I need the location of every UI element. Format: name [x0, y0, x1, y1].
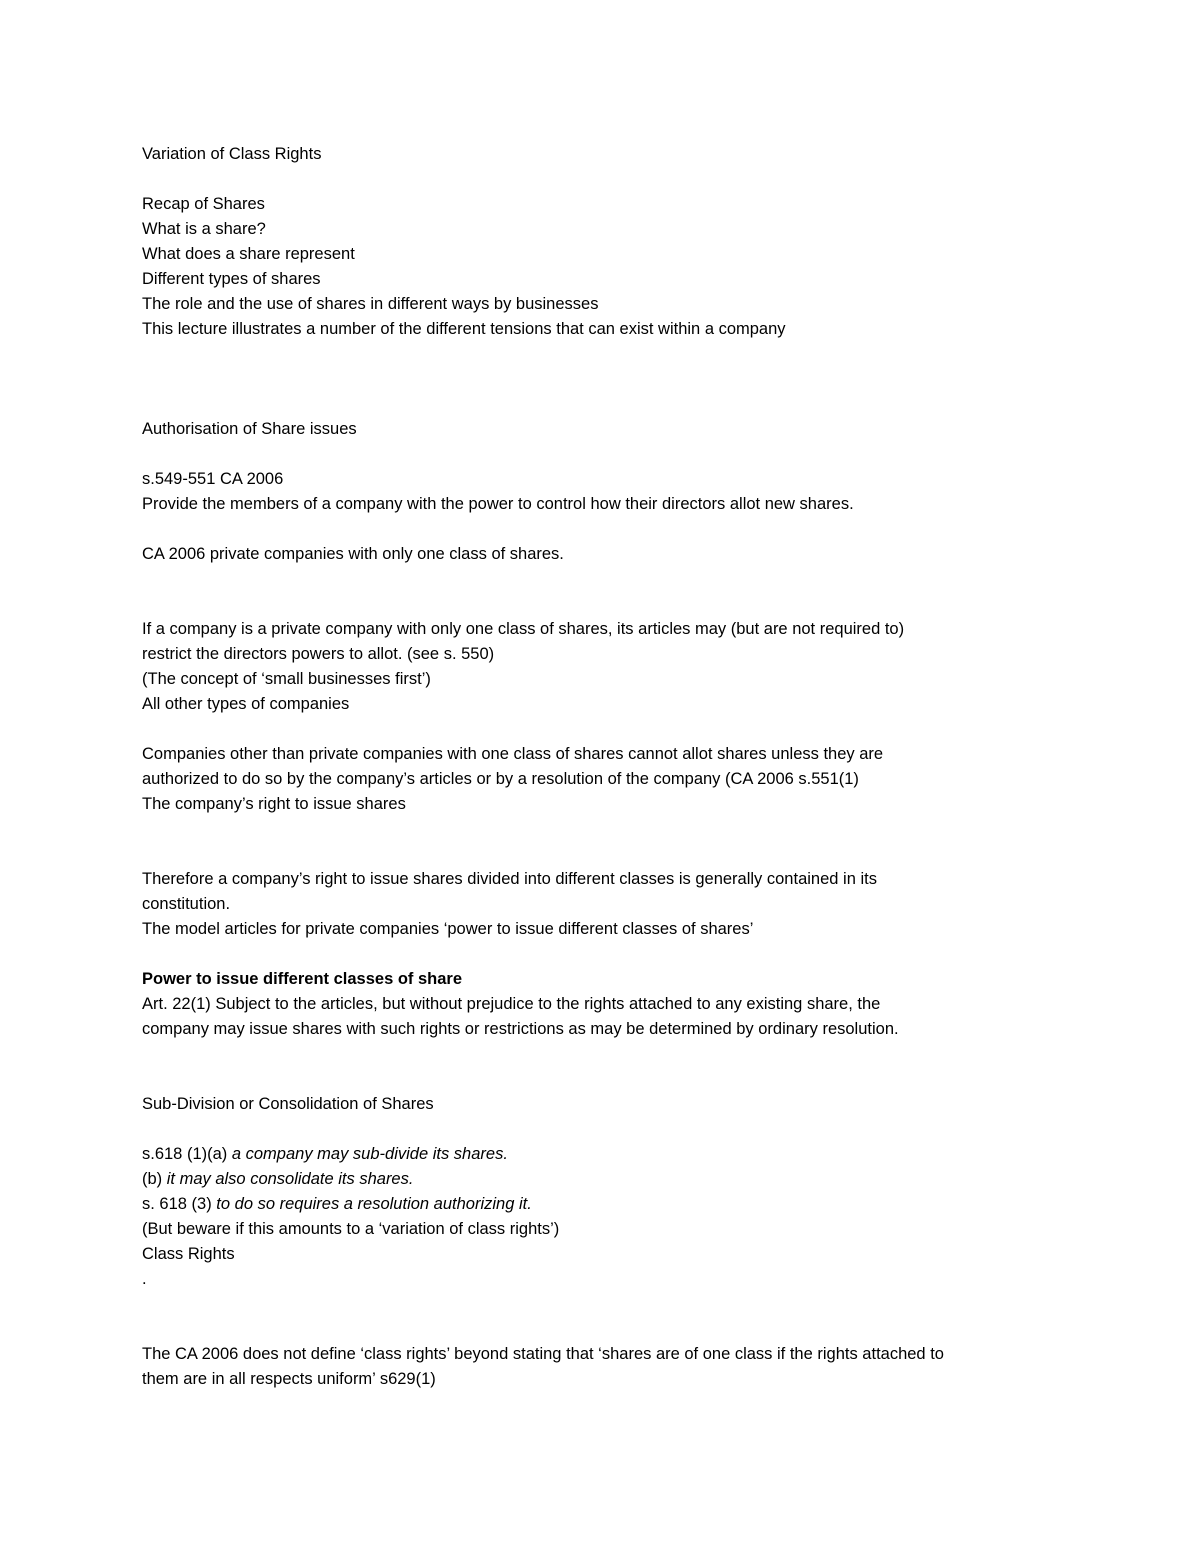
recap-item: What is a share?	[142, 220, 266, 238]
therefore-line-2: constitution.	[142, 895, 231, 913]
section-text: it may also consolidate its shares.	[166, 1170, 414, 1188]
private-line-2: restrict the directors powers to allot. (see s. 550)	[142, 645, 495, 663]
recap-item: The role and the use of shares in different ways by businesses	[142, 295, 599, 313]
dot-line: .	[142, 1270, 147, 1288]
recap-item: This lecture illustrates a number of the different tensions that can exist within a company	[142, 320, 786, 338]
section-ref: s. 618 (3)	[142, 1195, 217, 1213]
section-ref: (b)	[142, 1170, 167, 1188]
concept-line: (The concept of ‘small businesses first’)	[142, 670, 431, 688]
page-title: Variation of Class Rights	[142, 145, 322, 163]
other-types-heading: All other types of companies	[142, 695, 350, 713]
power-line-1: Art. 22(1) Subject to the articles, but without prejudice to the rights attached to any existing share, the	[142, 995, 881, 1013]
authorisation-desc: Provide the members of a company with the power to control how their directors allot new shares.	[142, 495, 854, 513]
section-text: to do so requires a resolution authorizing it.	[216, 1195, 532, 1213]
subdivision-heading: Sub-Division or Consolidation of Shares	[142, 1095, 434, 1113]
subdivision-line-3	[142, 1192, 1082, 1217]
right-heading: The company’s right to issue shares	[142, 795, 406, 813]
private-heading: CA 2006 private companies with only one class of shares.	[142, 545, 564, 563]
recap-item: Different types of shares	[142, 270, 321, 288]
power-line-2: company may issue shares with such rights or restrictions as may be determined by ordinary resolution.	[142, 1020, 899, 1038]
model-articles-line: The model articles for private companies ‘power to issue different classes of shares’	[142, 920, 754, 938]
recap-item: What does a share represent	[142, 245, 355, 263]
power-heading: Power to issue different classes of share	[142, 970, 463, 988]
beware-line: (But beware if this amounts to a ‘variation of class rights’)	[142, 1220, 560, 1238]
authorisation-ref: s.549-551 CA 2006	[142, 470, 284, 488]
other-line-2: authorized to do so by the company’s articles or by a resolution of the company (CA 2006 s.551(1)	[142, 770, 859, 788]
section-text: a company may sub-divide its shares.	[231, 1145, 508, 1163]
other-line-1: Companies other than private companies with one class of shares cannot allot shares unless they are	[142, 745, 884, 763]
private-line-1: If a company is a private company with only one class of shares, its articles may (but are not required to)	[142, 620, 905, 638]
subdivision-line-2	[142, 1167, 1082, 1192]
document-page	[142, 142, 1082, 1392]
subdivision-line-1	[142, 1142, 1082, 1167]
definition-line-2: them are in all respects uniform’ s629(1)	[142, 1370, 436, 1388]
class-rights-heading: Class Rights	[142, 1245, 235, 1263]
section-ref: s.618 (1)(a)	[142, 1145, 232, 1163]
therefore-line-1: Therefore a company’s right to issue shares divided into different classes is generally contained in its	[142, 870, 877, 888]
authorisation-heading: Authorisation of Share issues	[142, 420, 357, 438]
recap-heading: Recap of Shares	[142, 195, 265, 213]
definition-line-1: The CA 2006 does not define ‘class rights’ beyond stating that ‘shares are of one class if the rights attached to	[142, 1345, 944, 1363]
